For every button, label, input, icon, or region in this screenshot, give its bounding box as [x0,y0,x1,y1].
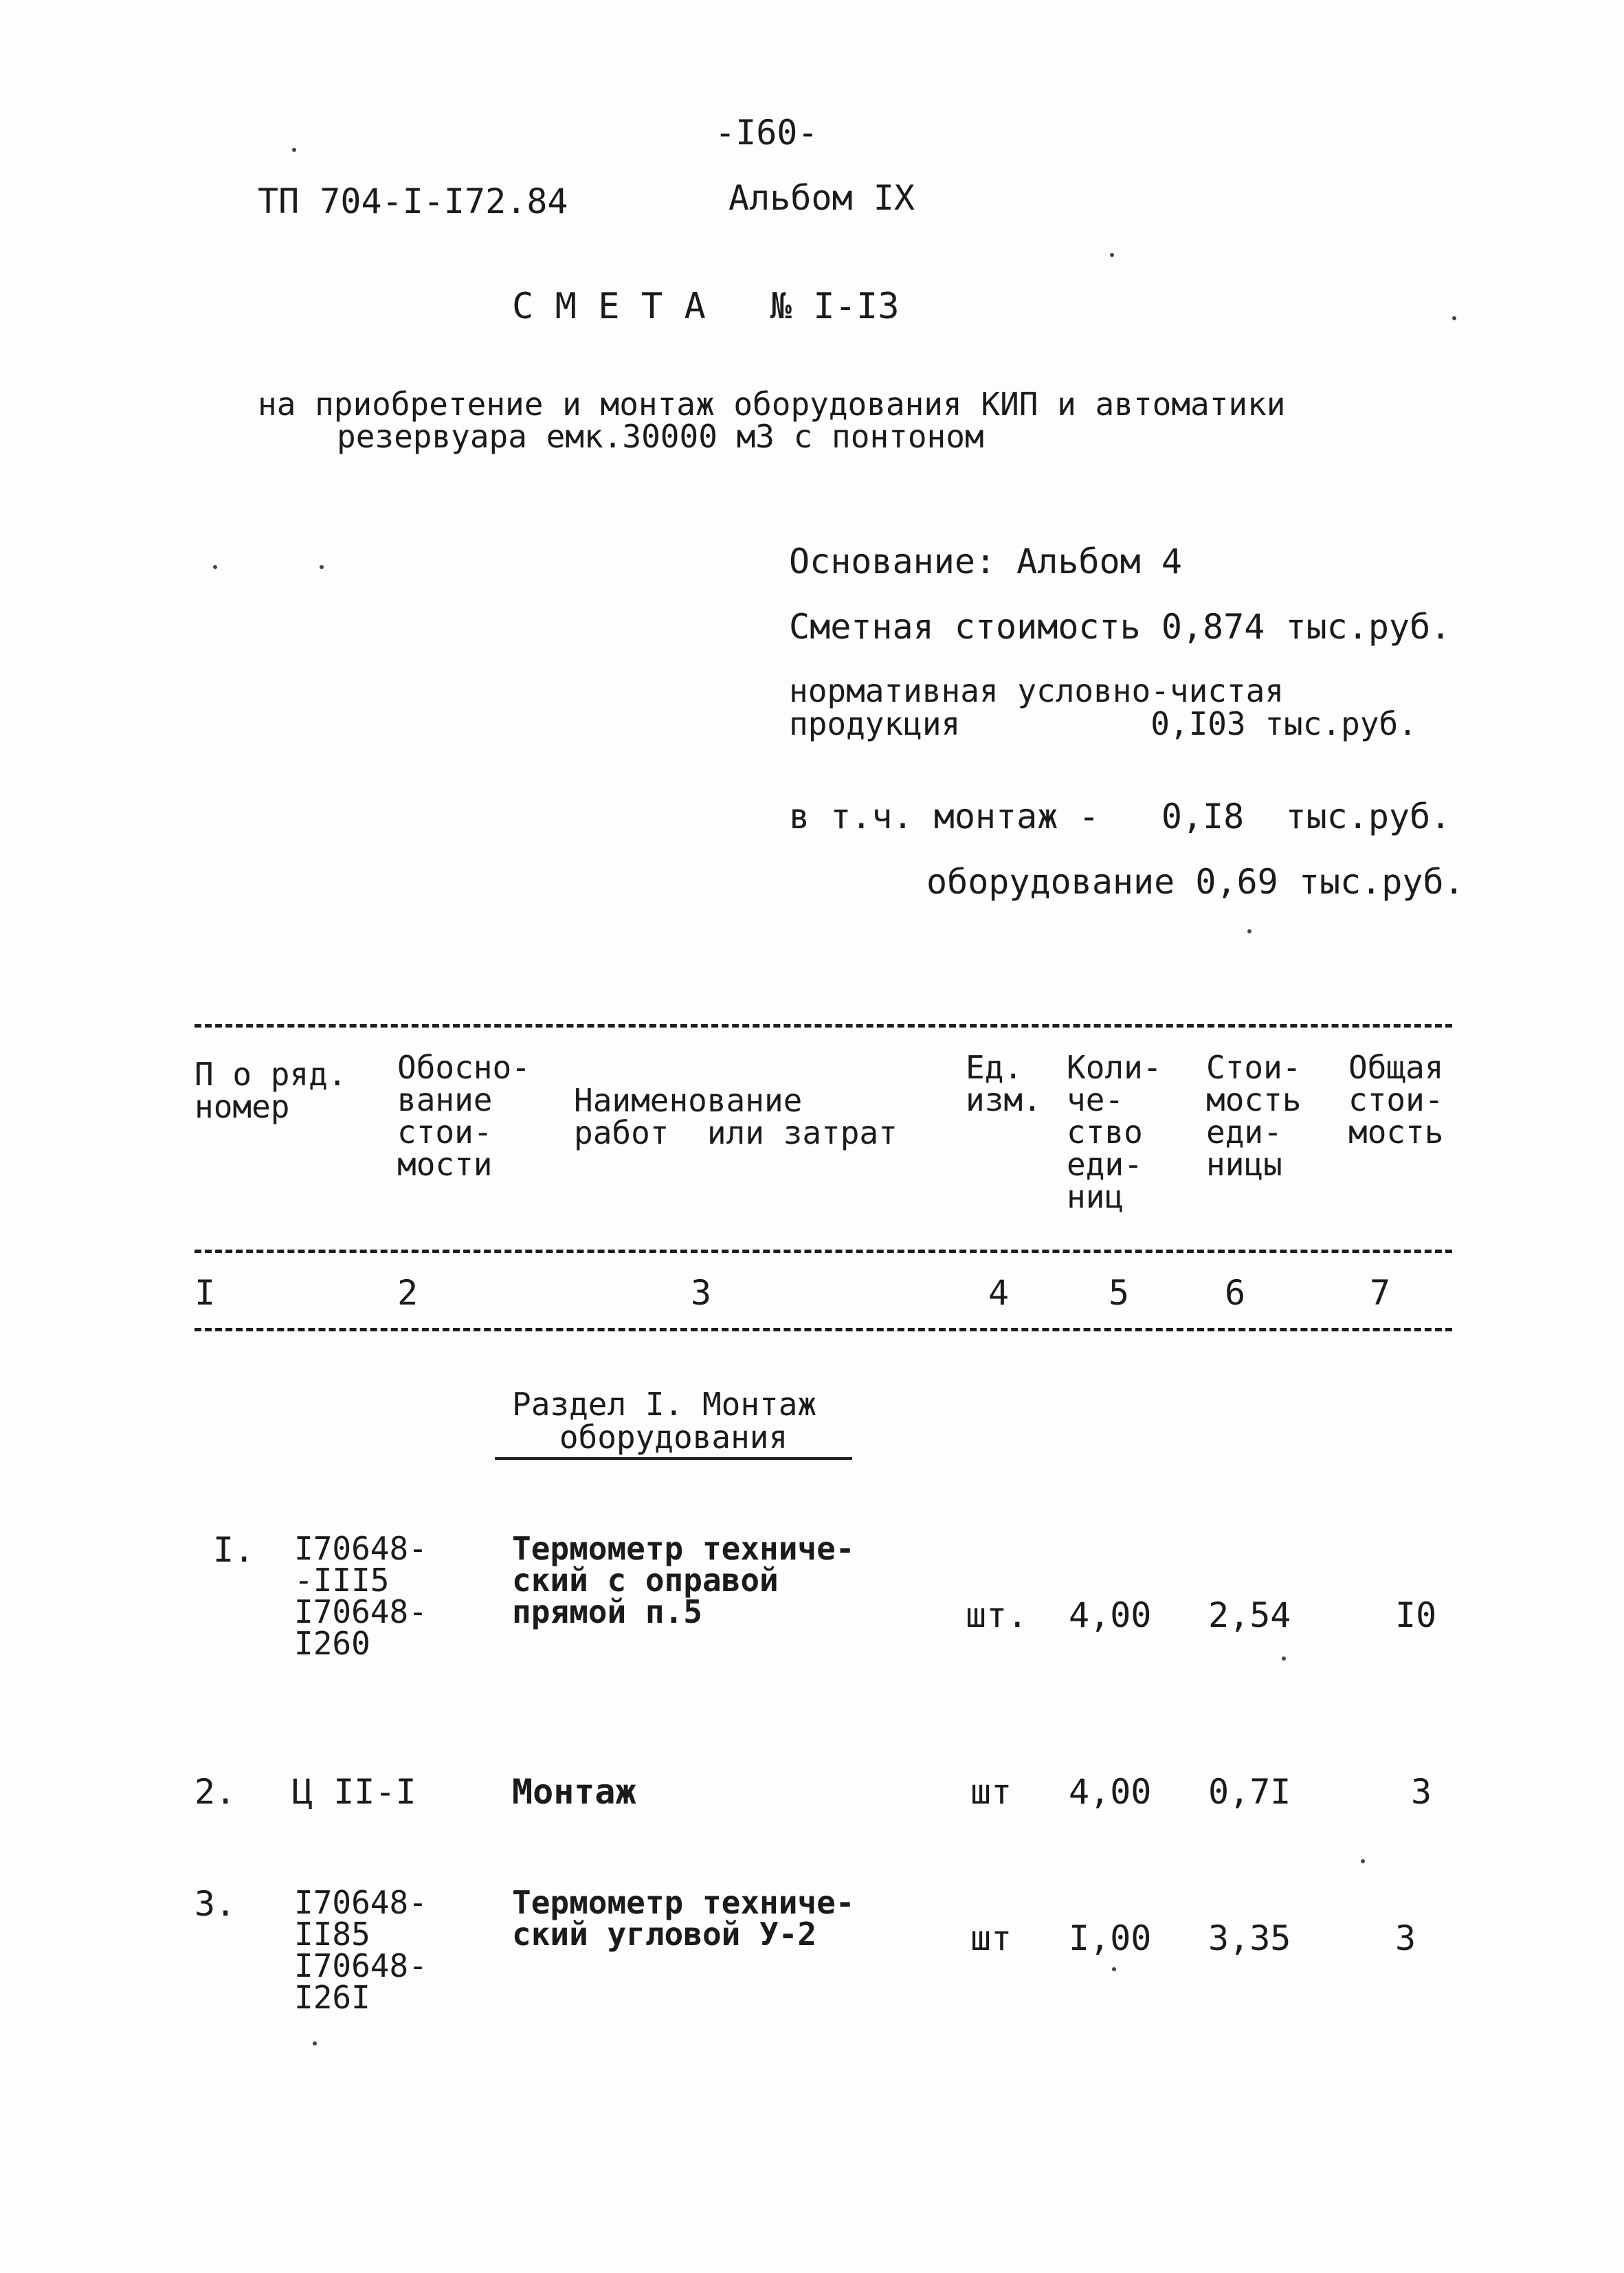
scan-speck [320,565,324,569]
row-2-total: 3 [1411,1772,1432,1812]
col-header-3: Наименование работ или затрат [574,1082,898,1151]
col-number-1: I [194,1273,216,1313]
col-number-4: 4 [988,1273,1010,1313]
incl-mounting: в т.ч. монтаж - 0,I8 тыс.руб. [789,797,1451,836]
col-header-5: Коли- че- ство еди- ниц [1067,1049,1162,1215]
row-1-name: Термометр техниче- ский с оправой прямой п.5 [512,1530,855,1630]
normative-line-2: продукция 0,I03 тыс.руб. [789,705,1417,742]
subtitle-line-1: на приобретение и монтаж оборудования КИП и автоматики [258,386,1286,423]
album-label: Альбом IX [728,178,915,218]
row-3-name: Термометр техниче- ский угловой У-2 [512,1884,855,1953]
row-2-basis: Ц II-I [292,1772,416,1812]
scan-speck [1452,316,1456,320]
row-3-qty: I,00 [1069,1918,1152,1958]
row-3-unit: шт [970,1918,1012,1958]
row-1-number: I. [213,1530,255,1570]
row-3-number: 3. [194,1884,236,1924]
scan-speck [1282,1656,1286,1661]
col-number-5: 5 [1109,1273,1130,1313]
page-number: -I60- [715,113,819,153]
row-2-name: Монтаж [512,1772,636,1812]
scan-speck [1112,1967,1116,1971]
col-header-2: Обосно- вание стои- мости [397,1049,531,1183]
row-1-basis: I70648- -III5 I70648- I260 [294,1530,427,1662]
scan-speck [213,565,217,569]
row-1-qty: 4,00 [1069,1595,1152,1635]
col-header-4: Ед. изм. [966,1049,1042,1118]
basis-line: Основание: Альбом 4 [789,542,1182,581]
subtitle-line-2: резервуара емк.30000 м3 с понтоном [337,418,984,455]
row-2-number: 2. [194,1772,236,1812]
scan-speck [313,2041,317,2045]
scan-speck [292,148,296,152]
section-heading-line-1: Раздел I. Монтаж [512,1386,817,1423]
normative-line-1: нормативная условно-чистая [789,672,1284,709]
row-2-qty: 4,00 [1069,1772,1152,1812]
row-3-price: 3,35 [1208,1918,1291,1958]
row-2-unit: шт [970,1772,1012,1812]
row-1-total: I0 [1395,1595,1437,1635]
scan-speck [1247,929,1252,933]
row-1-unit: шт. [966,1595,1028,1635]
col-number-7: 7 [1370,1273,1391,1313]
scan-speck [1110,253,1114,257]
col-header-1: П о ряд. номер [194,1056,347,1125]
incl-equipment: оборудование 0,69 тыс.руб. [926,862,1465,902]
scan-speck [1361,1859,1365,1863]
document-code: ТП 704-I-I72.84 [258,181,568,221]
table-rule-numbers [194,1328,1452,1331]
row-1-price: 2,54 [1208,1595,1291,1635]
estimated-cost: Сметная стоимость 0,874 тыс.руб. [789,607,1451,647]
row-3-basis: I70648- II85 I70648- I26I [294,1884,427,2016]
col-number-2: 2 [397,1273,419,1313]
section-heading-line-2: оборудования [495,1421,852,1460]
row-3-total: 3 [1395,1918,1416,1958]
estimate-title: С М Е Т А № I-I3 [512,286,900,327]
col-number-3: 3 [691,1273,712,1313]
col-header-7: Общая стои- мость [1348,1049,1444,1151]
col-number-6: 6 [1225,1273,1246,1313]
col-header-6: Стои- мость еди- ницы [1206,1049,1302,1183]
table-rule-top [194,1024,1452,1028]
row-2-price: 0,7I [1208,1772,1291,1812]
table-rule-header [194,1250,1452,1253]
